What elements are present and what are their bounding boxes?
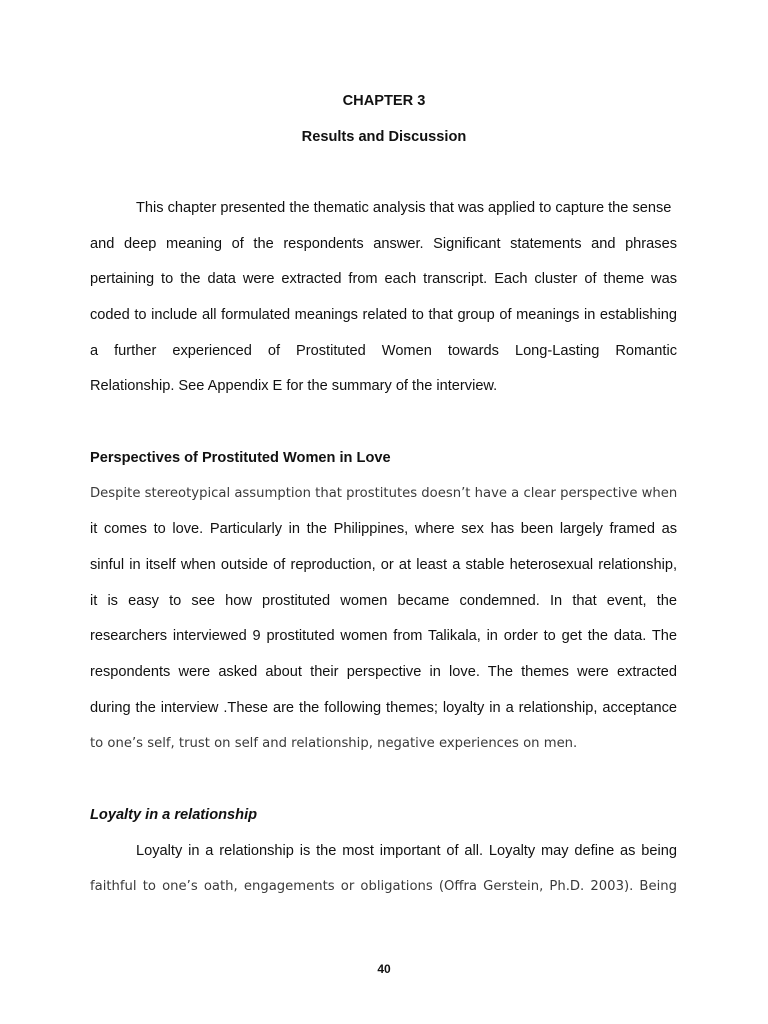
section2-line-2: faithful to one’s oath, engagements or obligations (Offra Gerstein, Ph.D. 2003). Being [90,879,677,894]
page-number: 40 [377,962,391,976]
intro-line-1: This chapter presented the thematic analysis that was applied to capture the sense [136,200,672,216]
section2-line-1: Loyalty in a relationship is the most important of all. Loyalty may define as being [136,843,677,859]
section1-line-1: Despite stereotypical assumption that prostitutes doesn’t have a clear perspective when [90,486,677,501]
intro-line-3: pertaining to the data were extracted from each transcript. Each cluster of theme was [90,271,677,287]
section1-line-2: it comes to love. Particularly in the Philippines, where sex has been largely framed as [90,521,677,537]
section1-line-8: to one’s self, trust on self and relationship, negative experiences on men. [90,736,578,751]
section1-line-5: researchers interviewed 9 prostituted women from Talikala, in order to get the data. The [90,628,677,644]
section1-line-6: respondents were asked about their perspective in love. The themes were extracted [90,664,677,680]
section-heading-perspectives: Perspectives of Prostituted Women in Love [90,450,391,466]
section-heading-loyalty: Loyalty in a relationship [90,807,258,823]
section1-line-7: during the interview .These are the following themes; loyalty in a relationship, acceptance [90,700,677,716]
intro-line-6: Relationship. See Appendix E for the summary of the interview. [90,378,498,394]
intro-line-5: a further experienced of Prostituted Women towards Long-Lasting Romantic [90,343,677,359]
section1-line-3: sinful in itself when outside of reproduction, or at least a stable heterosexual relationship, [90,557,677,573]
chapter-title: Results and Discussion [301,129,467,145]
chapter-label: CHAPTER 3 [342,93,426,109]
section1-line-4: it is easy to see how prostituted women became condemned. In that event, the [90,593,677,609]
intro-line-4: coded to include all formulated meanings related to that group of meanings in establishing [90,307,677,323]
intro-line-2: and deep meaning of the respondents answer. Significant statements and phrases [90,236,677,252]
